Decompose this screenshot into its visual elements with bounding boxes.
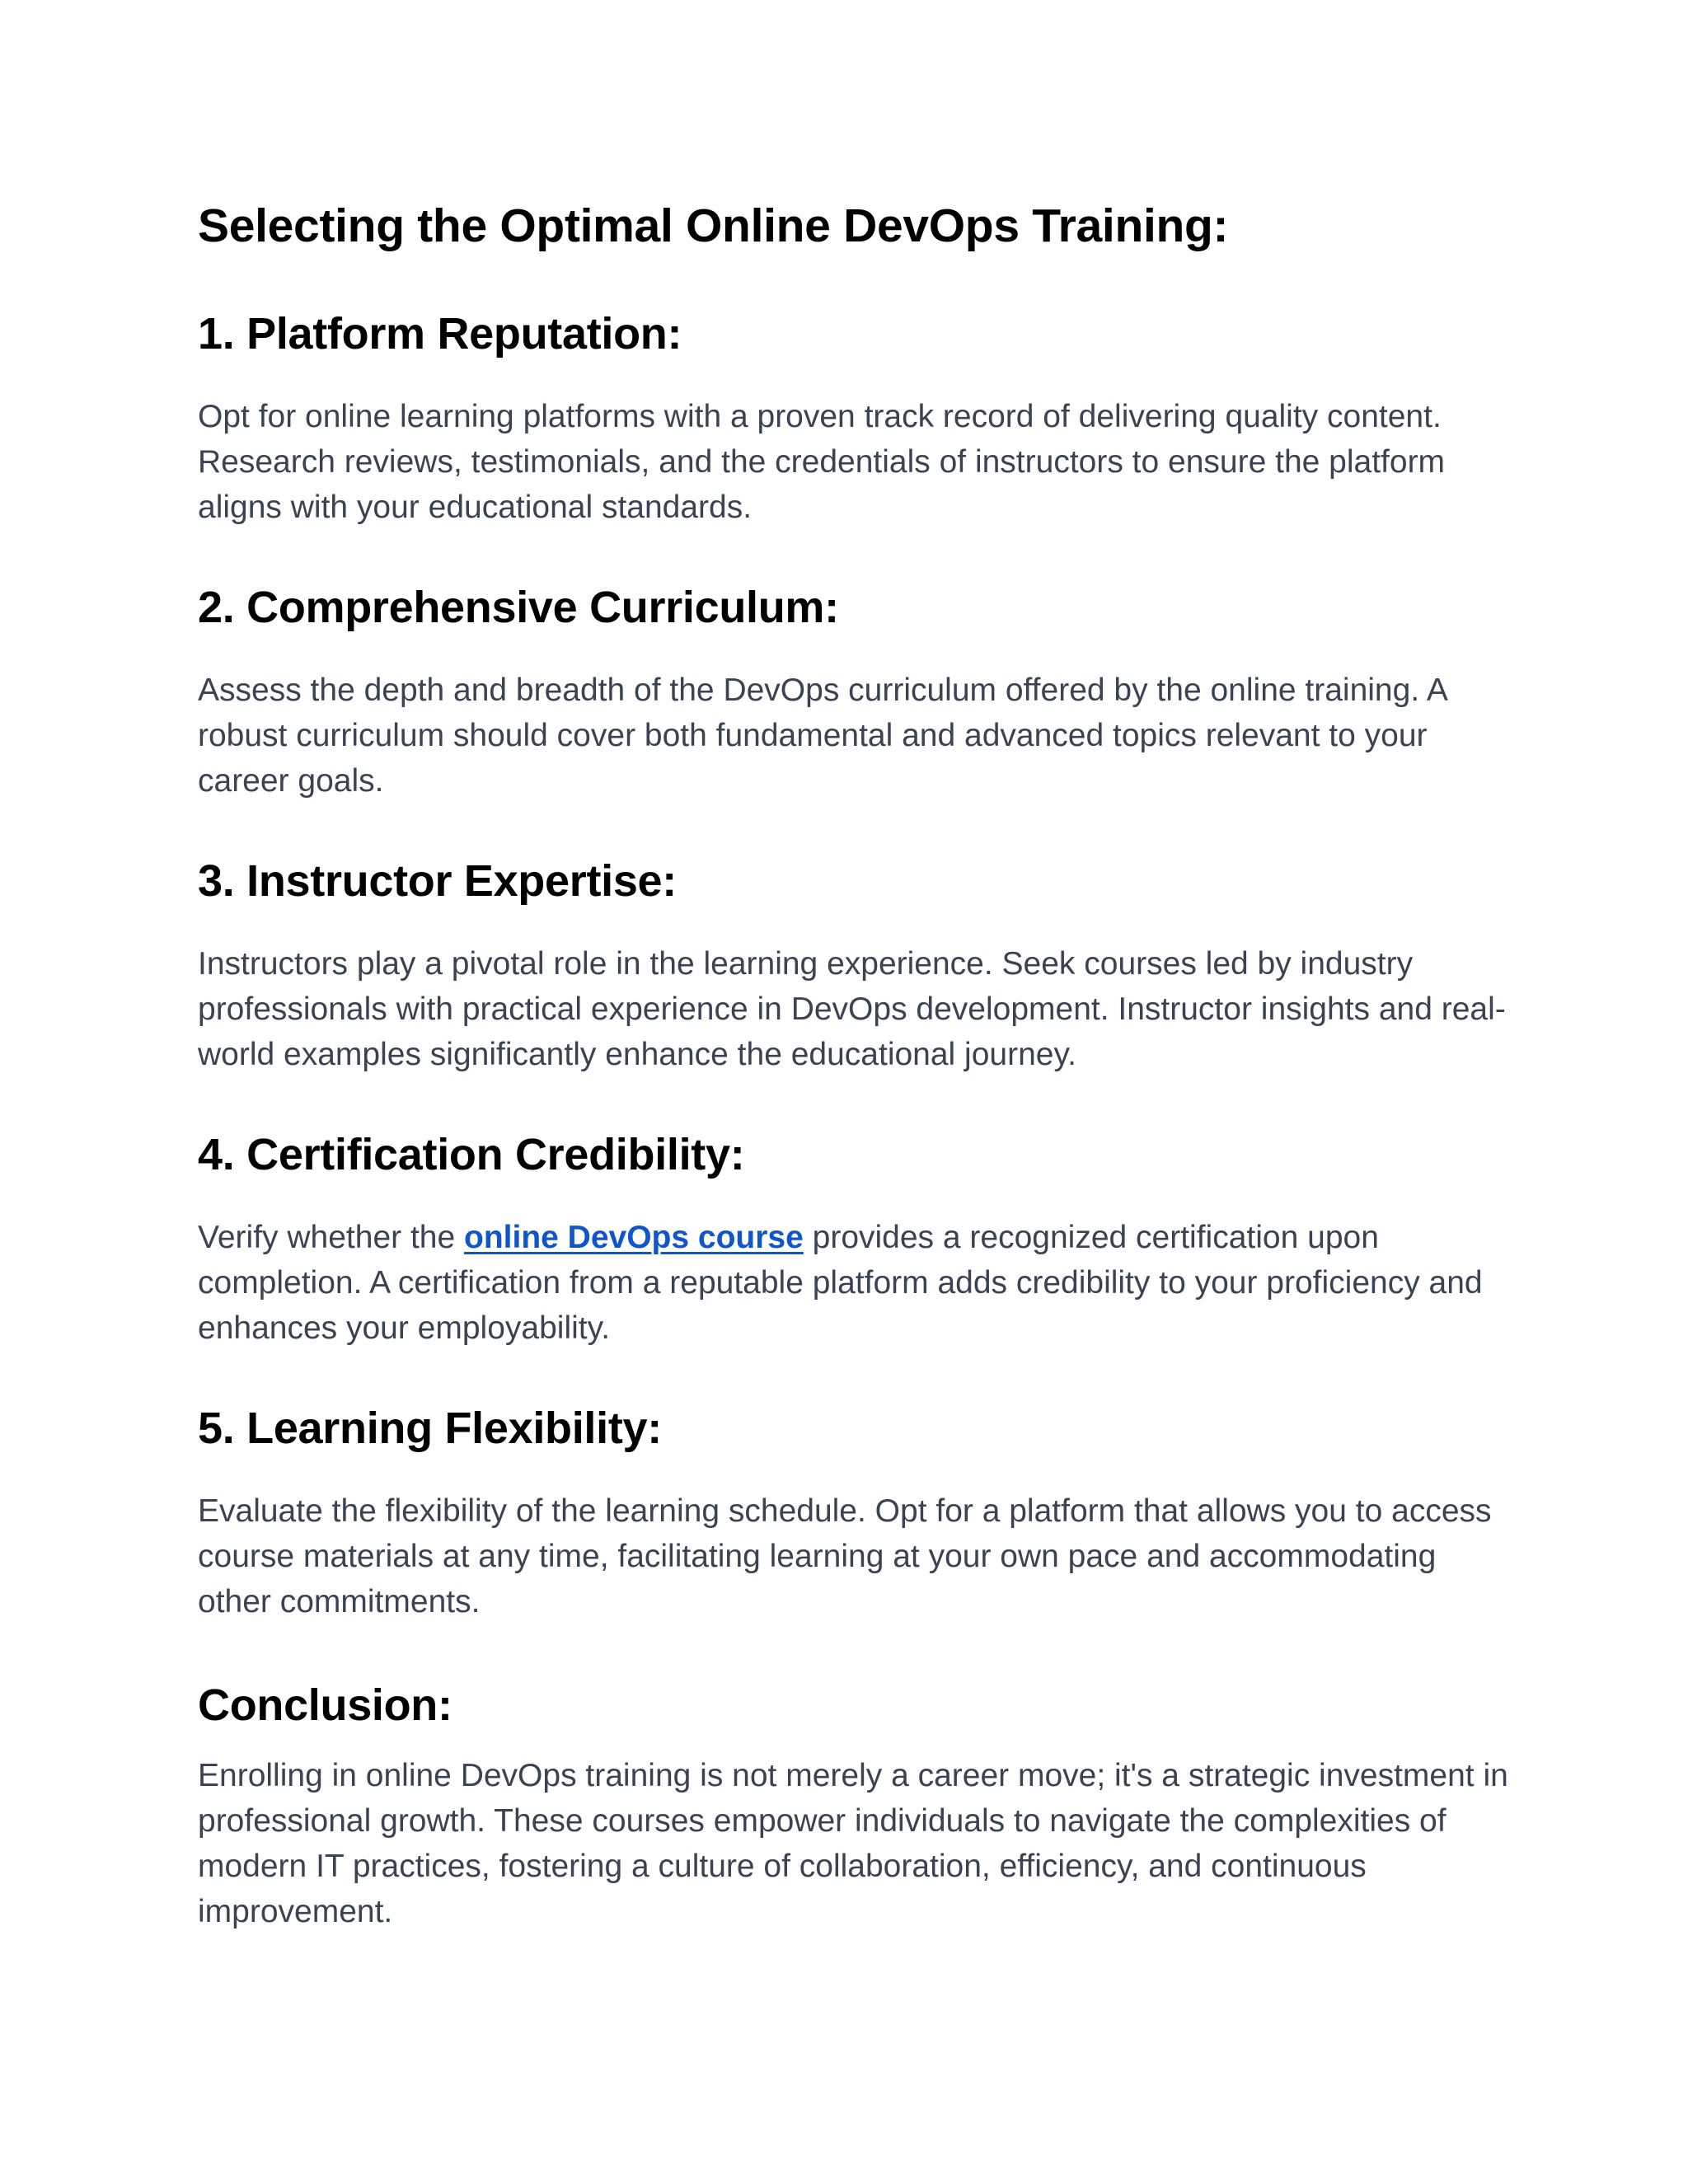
section-comprehensive-curriculum <box>198 579 1517 804</box>
section-heading: 5. Learning Flexibility: <box>198 1404 662 1453</box>
section-heading: 4. Certification Credibility: <box>198 1130 745 1179</box>
online-devops-course-link[interactable]: online DevOps course <box>464 1220 804 1255</box>
document-page <box>198 196 1517 1934</box>
conclusion-body: Enrolling in online DevOps training is not merely a career move; it's a strategic investment in professional growth. These courses empower individuals to navigate the complexities of modern IT practices, fostering a culture of collaboration, efficiency, and continuous improvement. <box>198 1758 1508 1929</box>
section-body: Opt for online learning platforms with a proven track record of delivering quality content. Research reviews, testimonials, and the credentials of instructors to ensure the platform aligns with your educational standards. <box>198 399 1446 525</box>
body-text-before-link: Verify whether the <box>198 1220 465 1255</box>
conclusion-heading: Conclusion: <box>198 1680 452 1730</box>
section-conclusion <box>198 1677 1517 1934</box>
section-heading: 3. Instructor Expertise: <box>198 856 677 906</box>
section-heading: 2. Comprehensive Curriculum: <box>198 583 839 632</box>
section-body <box>198 1215 1517 1351</box>
section-body: Assess the depth and breadth of the DevOps curriculum offered by the online training. A robust curriculum should cover both fundamental and advanced topics relevant to your career goals. <box>198 673 1447 799</box>
document-title: Selecting the Optimal Online DevOps Training: <box>198 199 1229 252</box>
body-text-after-link: provides a recognized certification upon completion. A certification from a reputable platform adds credibility to your proficiency and enhances your employability. <box>198 1220 1483 1346</box>
section-body: Instructors play a pivotal role in the learning experience. Seek courses led by industry professionals with practical experience in DevOps development. Instructor insights and real-world examples significantly enhance the educational journey. <box>198 946 1506 1072</box>
section-body: Evaluate the flexibility of the learning schedule. Opt for a platform that allows you to access course materials at any time, facilitating learning at your own pace and accommodating other commitments. <box>198 1493 1492 1619</box>
section-instructor-expertise <box>198 853 1517 1077</box>
section-heading: 1. Platform Reputation: <box>198 309 682 359</box>
section-certification-credibility <box>198 1127 1517 1351</box>
section-platform-reputation <box>198 306 1517 530</box>
section-learning-flexibility <box>198 1400 1517 1624</box>
